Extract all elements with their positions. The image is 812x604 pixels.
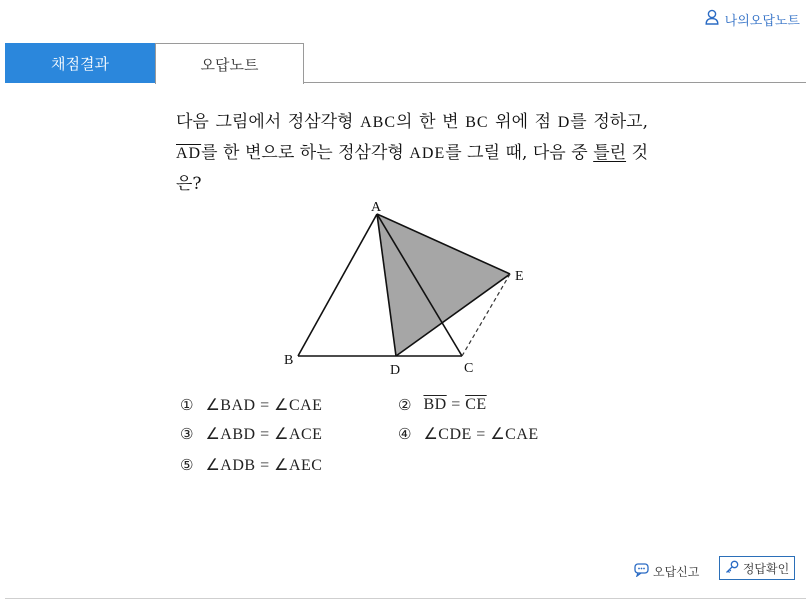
segment-ad-label: $\overline{AD}$ [176, 145, 202, 162]
choice-4[interactable] [398, 422, 539, 446]
point-label-b: B [284, 353, 294, 368]
point-d-label: D [557, 114, 571, 131]
tab-wrong-note[interactable] [155, 43, 304, 84]
equals-sign: = [446, 396, 466, 413]
triangle-ade-label: ADE [409, 145, 446, 162]
choice-number: ⑤ [180, 456, 194, 474]
question-part: 다음 그림에서 정삼각형 [176, 112, 361, 132]
choice-text: ∠CDE = ∠CAE [423, 426, 539, 443]
segment-bd: $\overline{BD}$ [423, 396, 447, 413]
question-part: 것은? [176, 143, 648, 194]
point-label-e: E [515, 269, 524, 284]
triangle-ade-fill [377, 214, 510, 356]
my-wrong-note-label: 나의오답노트 [724, 13, 800, 29]
choice-3[interactable] [180, 422, 322, 446]
choice-number: ③ [180, 425, 194, 443]
triangle-abc-label: ABC [360, 114, 397, 131]
report-error-label: 오답신고 [653, 564, 700, 579]
tab-bar [5, 43, 812, 83]
question-text [176, 107, 648, 199]
question-part: 를 그릴 때, 다음 중 [445, 143, 594, 163]
key-icon [725, 560, 739, 577]
tab-wrong-note-label: 오답노트 [200, 55, 259, 74]
user-icon [705, 9, 719, 29]
footer-divider [5, 598, 806, 599]
choice-2[interactable] [398, 393, 487, 417]
choice-number: ④ [398, 425, 412, 443]
choice-text [423, 396, 486, 414]
geometry-figure [270, 196, 540, 378]
tab-grading-result-label: 채점결과 [51, 54, 109, 73]
tab-grading-result[interactable] [5, 43, 155, 83]
choice-1[interactable] [180, 393, 322, 417]
question-part: 를 한 변으로 하는 정삼각형 [201, 143, 410, 163]
choice-number: ① [180, 396, 194, 414]
choice-5[interactable] [180, 453, 322, 477]
chat-icon [634, 563, 649, 580]
question-part: 를 정하고, [570, 112, 649, 132]
edge-ab [298, 214, 377, 356]
choice-text: ∠ABD = ∠ACE [205, 426, 323, 443]
question-part: 의 한 변 [396, 112, 466, 132]
point-label-d: D [390, 363, 401, 378]
my-wrong-note-link[interactable] [705, 8, 800, 30]
report-error-button[interactable] [634, 560, 699, 582]
emphasis-wrong: 틀린 [593, 143, 627, 163]
choice-text: ∠BAD = ∠CAE [205, 397, 323, 414]
check-answer-label: 정답확인 [742, 561, 790, 576]
point-label-a: A [371, 200, 382, 215]
point-label-c: C [464, 361, 474, 376]
check-answer-button[interactable] [719, 556, 795, 580]
figure-svg [270, 196, 540, 378]
question-part: 위에 점 [488, 112, 558, 132]
choice-number: ② [398, 396, 412, 414]
choice-text: ∠ADB = ∠AEC [205, 457, 323, 474]
segment-bc-label: BC [465, 114, 489, 131]
segment-ce: $\overline{CE}$ [465, 396, 487, 413]
